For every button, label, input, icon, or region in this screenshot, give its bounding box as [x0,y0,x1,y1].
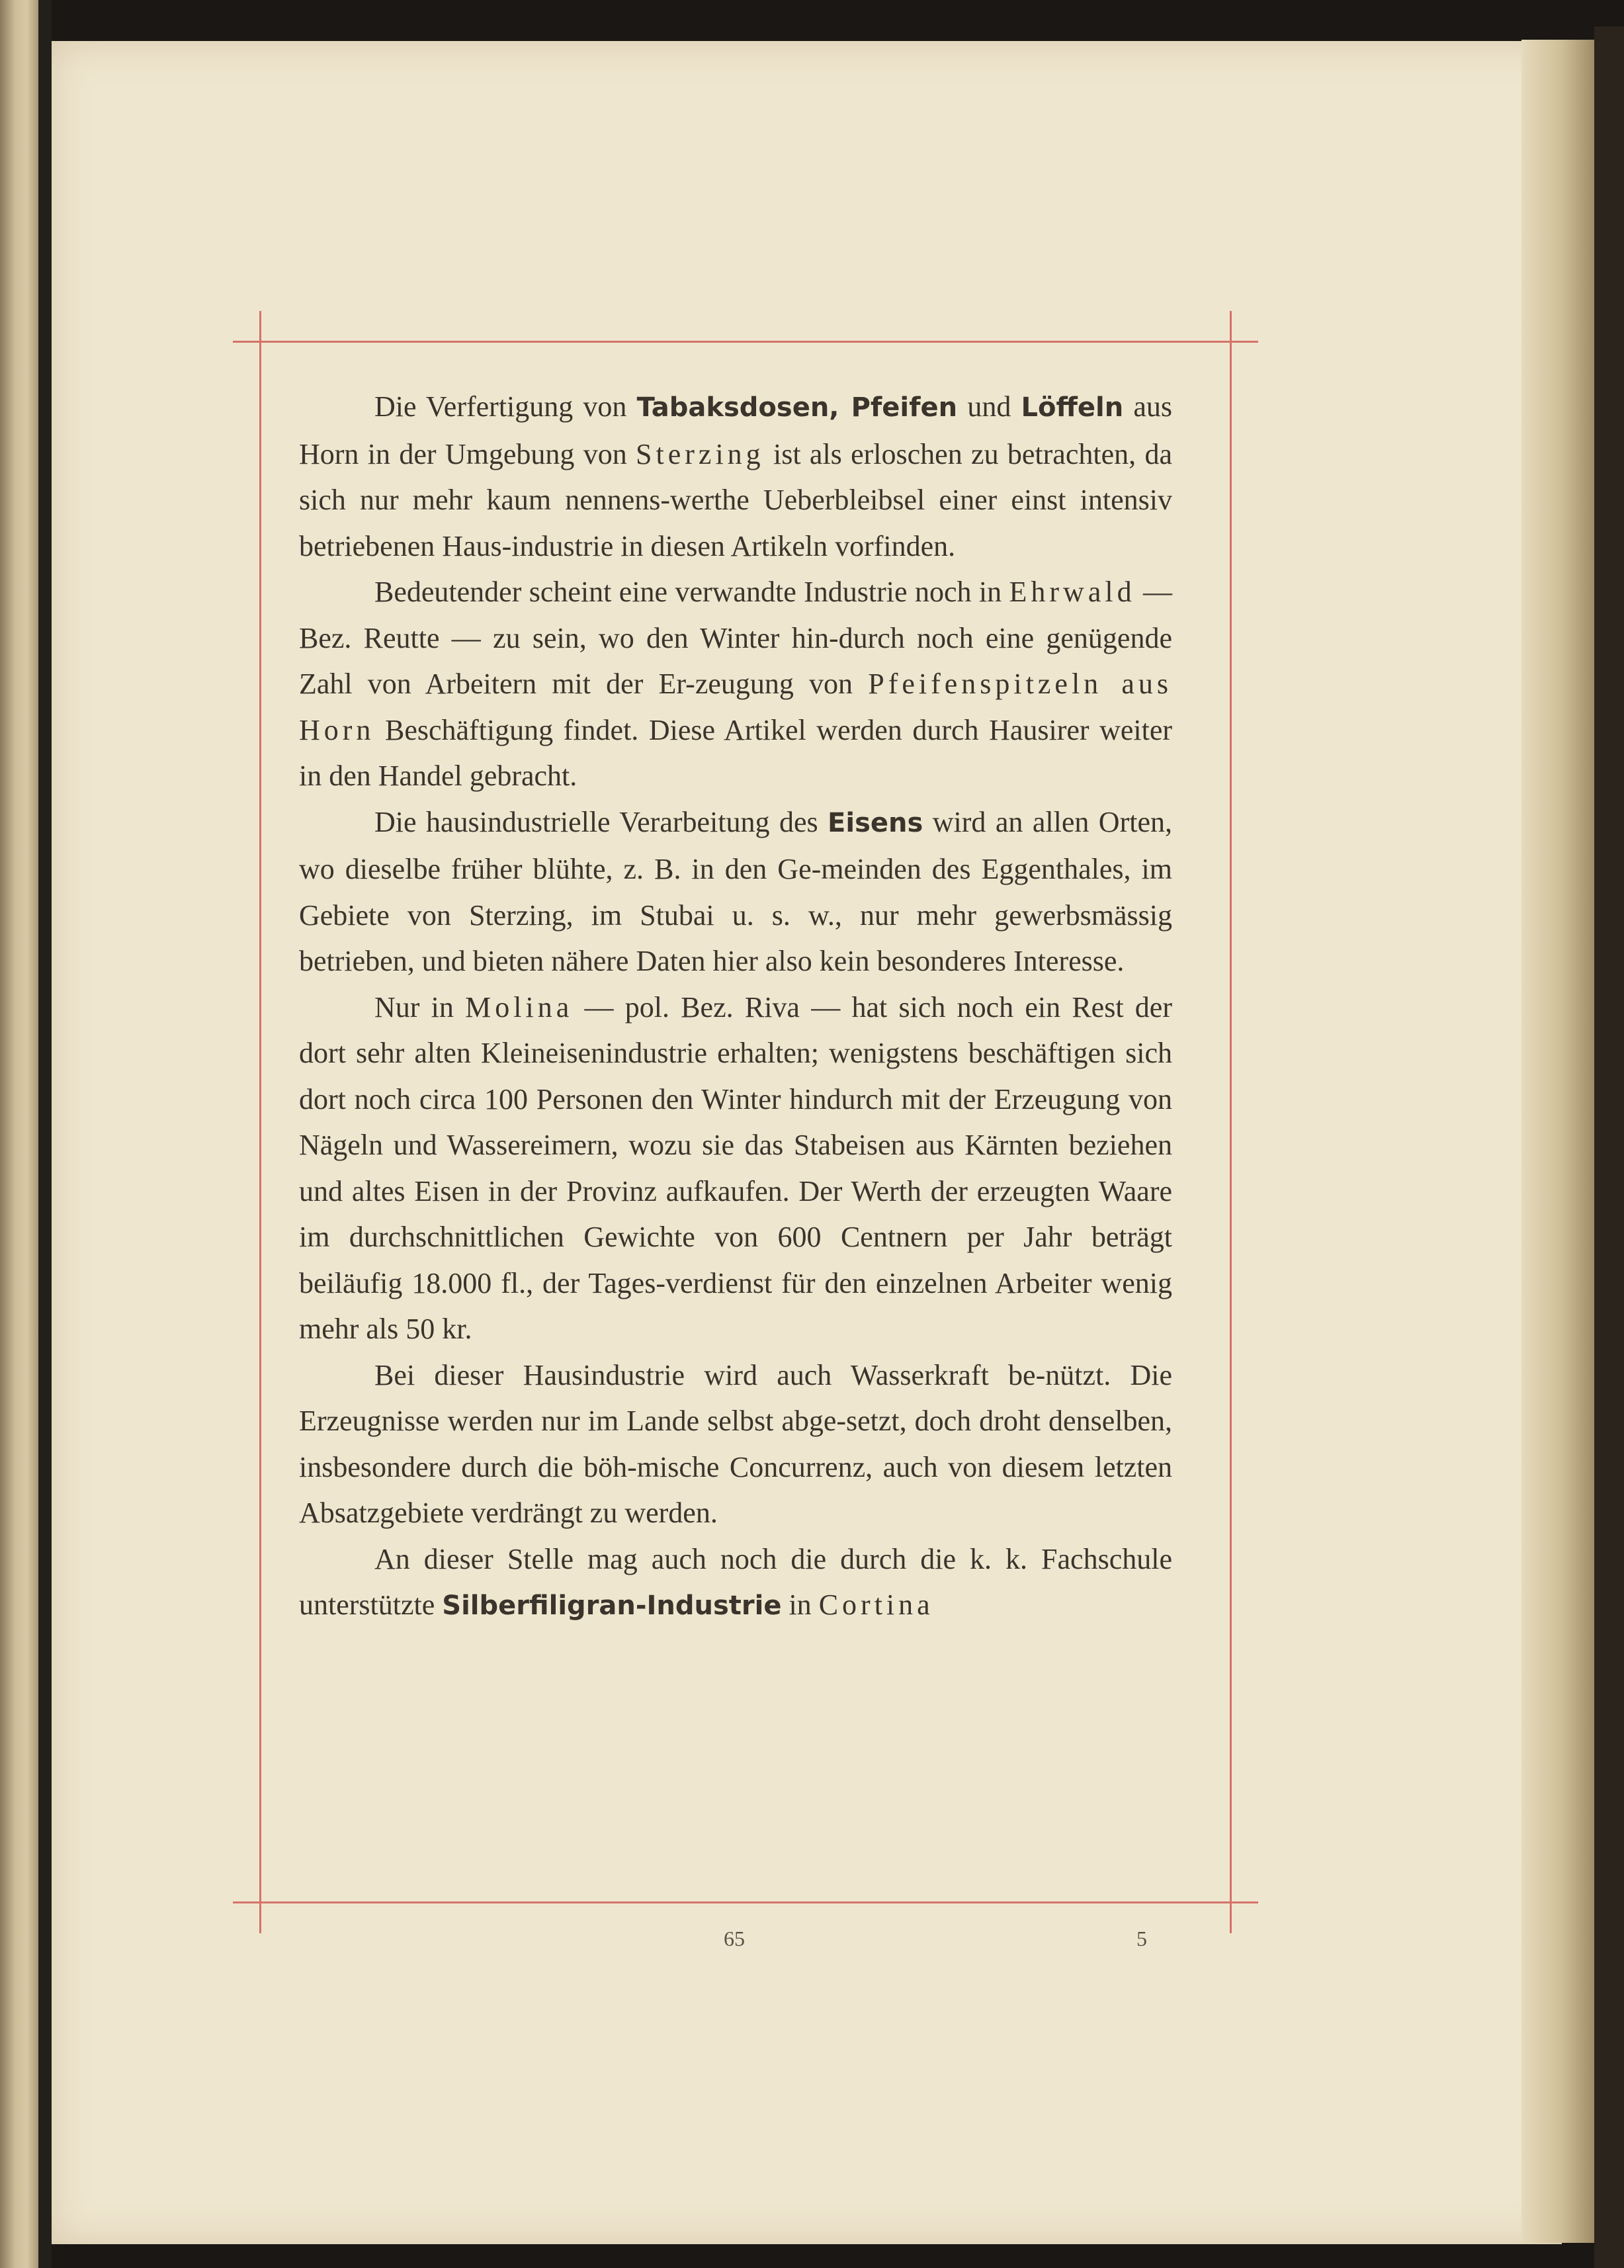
spaced-name: Molina [465,990,574,1024]
text-run: in [781,1589,819,1621]
bold-term: Silberfiligran-Industrie [442,1591,782,1621]
border-extension-top-left [233,341,262,343]
border-extension-bottom-left [233,1901,262,1903]
spaced-name: Ehrwald [1009,576,1136,608]
spaced-name: Cortina [818,1589,934,1621]
book-cover-edge [1594,26,1624,2268]
spaced-name: Pfeifenspitzeln aus Horn [299,668,1172,746]
text-run: Die hausindustrielle Verarbeitung des [374,805,828,838]
bold-term: Tabaksdosen, Pfeifen [636,392,958,423]
text-run: Nur in [374,990,466,1024]
text-run: Die Verfertigung von [374,390,637,423]
text-run: Beschäftigung findet. Diese Artikel werden durch Hausirer weiter in den Handel gebracht. [299,713,1172,792]
text-run: — Bez. Reutte — zu sein, wo den Winter hin-durch noch eine genügende Zahl von Arbeitern mit der Er-zeugung von [299,576,1173,700]
page-edge-stain [1521,40,1594,2243]
spaced-name: Sterzing [636,437,765,470]
border-extension-left-top [259,311,261,343]
page-number: 65 [724,1927,745,1950]
paragraph [299,1536,1172,1630]
text-run: ist als erloschen zu betrachten, da sich nur mehr kaum nennens-werthe Ueberbleibsel einer einst intensiv betriebenen Haus-industrie in diesen Artikeln vorfinden. [299,437,1172,562]
text-run: Bedeutender scheint eine verwandte Industrie noch in [374,576,1009,608]
border-extension-bottom-right [1229,1901,1258,1903]
paragraph [299,384,1172,569]
border-extension-left-bottom [259,1901,261,1933]
paragraph [299,984,1172,1352]
body-text [299,384,1172,1630]
border-extension-right-bottom [1230,1901,1232,1933]
paragraph [299,1352,1172,1536]
gutter-shadow [38,0,52,2268]
text-run: und [957,390,1021,423]
left-page-edge [0,0,38,2268]
text-run: — pol. Bez. Riva — hat sich noch ein Rest der dort sehr alten Kleineisenindustrie erhalten; wenigstens beschäftigen sich dort noch circa 100 Personen den Winter hindurch mit der Erzeugung von Nägeln und Wassereimern, wozu sie das Stabeisen aus Kärnten beziehen und altes Eisen in der Provinz aufkaufen. Der Werth der erzeugten Waare im durchschnittlichen Gewichte von 600 Centnern per Jahr beträgt beiläufig 18.000 fl., der Tages-verdienst für den einzelnen Arbeiter wenig mehr als 50 kr. [299,990,1172,1345]
text-run: Bei dieser Hausindustrie wird auch Wasserkraft be-nützt. Die Erzeugnisse werden nur im Lande selbst abge-setzt, doch droht denselben, insbesondere durch die böh-mische Concurrenz, auch von diesem letzten Absatzgebiete verdrängt zu werden. [299,1358,1172,1529]
paragraph [299,569,1172,799]
border-extension-top-right [1229,341,1258,343]
text-run: An dieser Stelle mag auch noch die durch die k. k. Fachschule unterstützte [299,1542,1172,1621]
bold-term: Eisens [828,807,923,838]
border-extension-right-top [1230,311,1232,343]
text-run: wird an allen Orten, wo dieselbe früher blühte, z. B. in den Ge-meinden des Eggenthales, im Gebiete von Sterzing, im Stubai u. s. w., nur mehr gewerbsmässig betrieben, und bieten nähere Daten hier also kein besonderes Interesse. [299,805,1172,977]
paragraph [299,799,1172,984]
bold-term: Löffeln [1021,392,1124,423]
signature-mark: 5 [1136,1927,1147,1950]
text-run: aus Horn in der Umgebung von [299,390,1173,470]
